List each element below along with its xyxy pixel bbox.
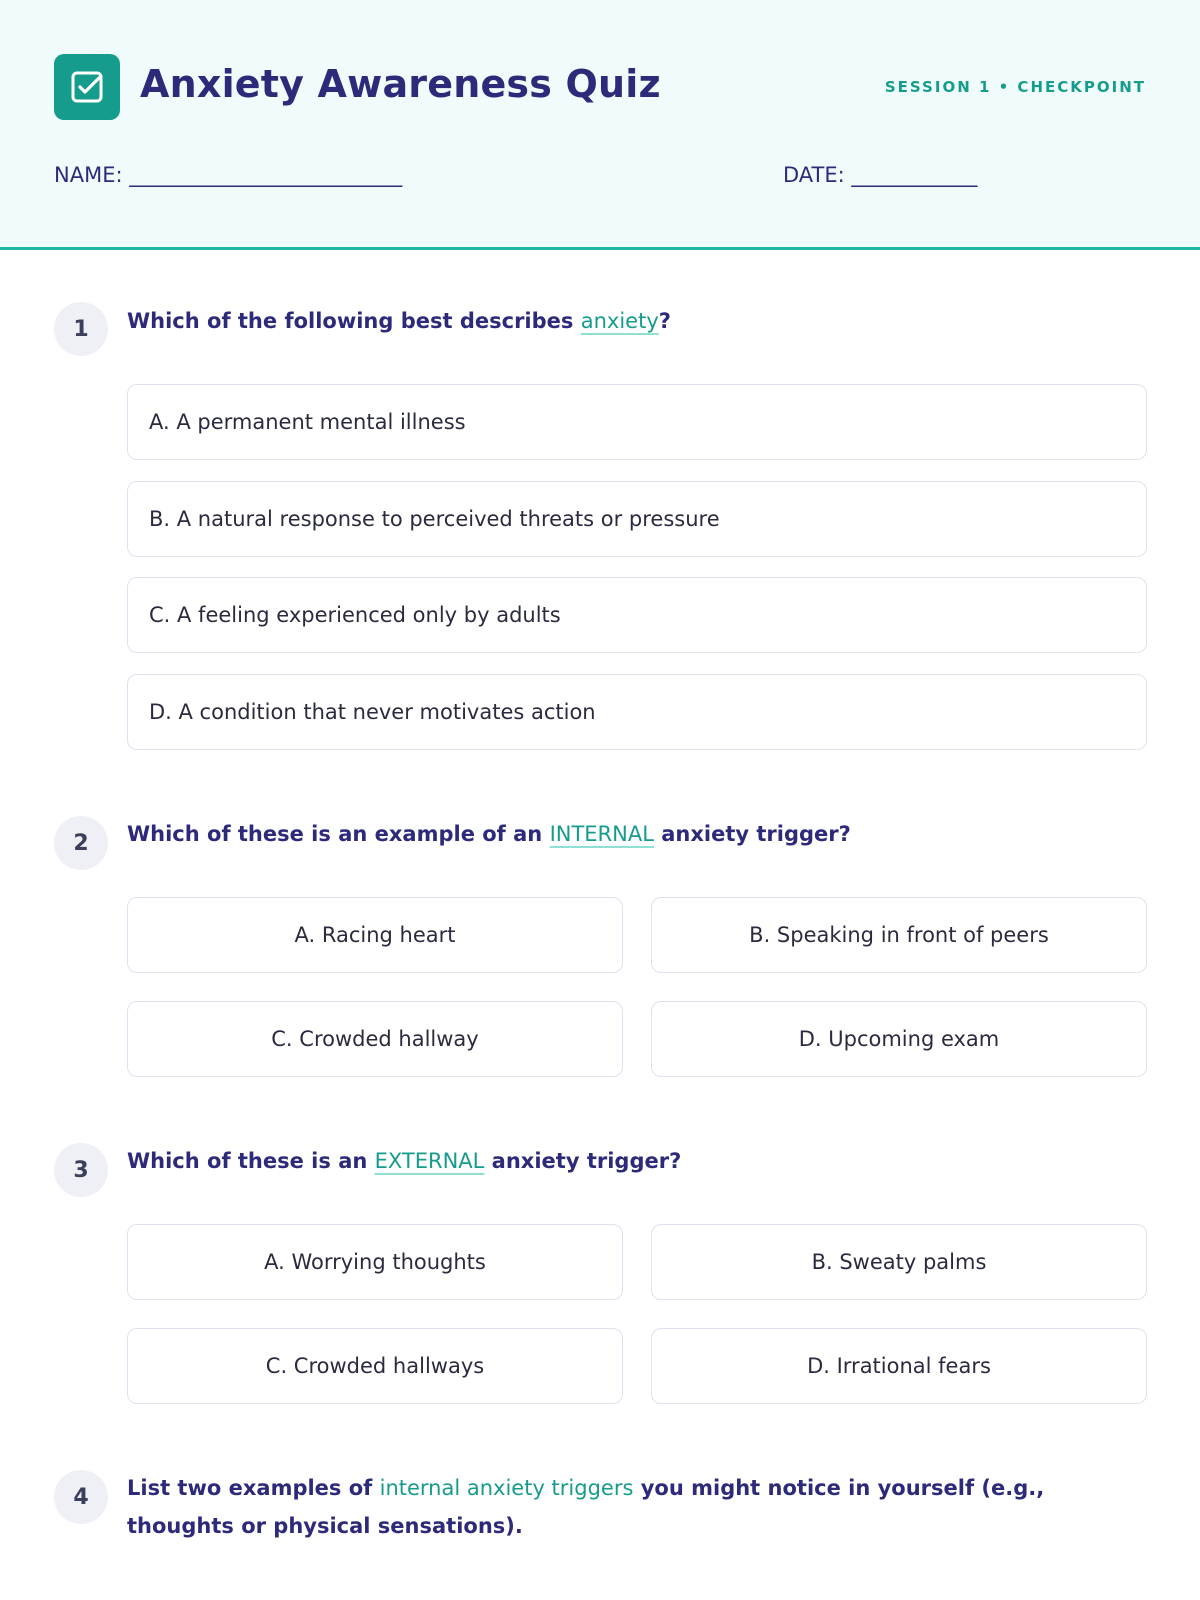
date-field[interactable]: DATE: ____________: [783, 163, 978, 187]
question-keyword: anxiety: [580, 309, 659, 333]
answer-option[interactable]: D. Upcoming exam: [651, 1001, 1147, 1077]
logo-badge: [54, 54, 120, 120]
question-number: 4: [54, 1470, 108, 1524]
question-text-part: Which of these is an example of an: [127, 822, 550, 846]
question-keyword: EXTERNAL: [374, 1149, 485, 1173]
question-text-part: anxiety trigger?: [653, 822, 851, 846]
name-field[interactable]: NAME: __________________________: [54, 163, 403, 187]
session-label: SESSION 1 • CHECKPOINT: [884, 78, 1146, 96]
question-number: 2: [54, 816, 108, 870]
question-keyword: INTERNAL: [549, 822, 654, 846]
question-number: 3: [54, 1143, 108, 1197]
question-number: 1: [54, 302, 108, 356]
question-text: [127, 302, 1147, 340]
question-text: [127, 815, 1147, 853]
answer-option[interactable]: A. Racing heart: [127, 897, 623, 973]
answer-option[interactable]: A. Worrying thoughts: [127, 1224, 623, 1300]
answer-option[interactable]: D. Irrational fears: [651, 1328, 1147, 1404]
question-text-part: you might notice in yourself (e.g., thoughts or physical sensations).: [127, 1476, 1045, 1538]
question-text: [127, 1469, 1147, 1545]
question-text-part: List two examples of: [127, 1476, 380, 1500]
question-text-part: anxiety trigger?: [484, 1149, 682, 1173]
question-text: [127, 1142, 1147, 1180]
answer-option[interactable]: B. Speaking in front of peers: [651, 897, 1147, 973]
answer-option[interactable]: A. A permanent mental illness: [127, 384, 1147, 460]
answer-option[interactable]: B. A natural response to perceived threats or pressure: [127, 481, 1147, 557]
page-title: Anxiety Awareness Quiz: [140, 62, 661, 106]
answer-option[interactable]: C. A feeling experienced only by adults: [127, 577, 1147, 653]
question-keyword: internal anxiety triggers: [379, 1476, 634, 1500]
answer-option[interactable]: C. Crowded hallways: [127, 1328, 623, 1404]
checkbox-icon: [69, 69, 105, 105]
question-text-part: ?: [658, 309, 671, 333]
quiz-header: [0, 0, 1200, 250]
answer-option[interactable]: C. Crowded hallway: [127, 1001, 623, 1077]
question-text-part: Which of these is an: [127, 1149, 375, 1173]
answer-option[interactable]: D. A condition that never motivates action: [127, 674, 1147, 750]
answer-option[interactable]: B. Sweaty palms: [651, 1224, 1147, 1300]
question-text-part: Which of the following best describes: [127, 309, 581, 333]
